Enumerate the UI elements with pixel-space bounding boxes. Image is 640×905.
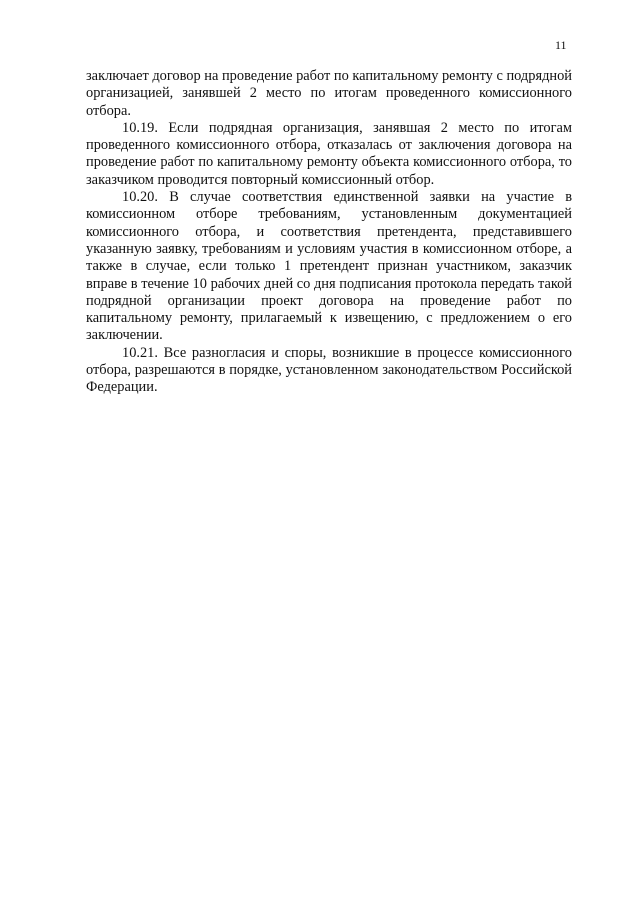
paragraph-10-19: 10.19. Если подрядная организация, занявшая 2 место по итогам проведенного комиссионного отбора, отказалась от заключения договора на проведение работ по капитальному ремонту объекта комиссионного отбора, то заказчиком проводится повторный комиссионный отбор.	[86, 119, 572, 188]
document-body	[86, 68, 572, 397]
page-number: 11	[555, 38, 567, 52]
paragraph-10-20: 10.20. В случае соответствия единственной заявки на участие в комиссионном отборе требованиям, установленным документацией комиссионного отбора, и соответствия претендента, представившего указанную заявку, требованиям и условиям участия в комиссионном отборе, а также в случае, если только 1 претендент признан участником, заказчик вправе в течение 10 рабочих дней со дня подписания протокола передать такой подрядной организации проект договора на проведение работ по капитальному ремонту, прилагаемый к извещению, с предложением о его заключении.	[86, 189, 572, 344]
paragraph-10-21: 10.21. Все разногласия и споры, возникшие в процессе комиссионного отбора, разрешаются в порядке, установленном законодательством Российской Федерации.	[86, 344, 572, 396]
paragraph-continuation: заключает договор на проведение работ по капитальному ремонту с подрядной организацией, занявшей 2 место по итогам проведенного комиссионного отбора.	[86, 68, 572, 119]
